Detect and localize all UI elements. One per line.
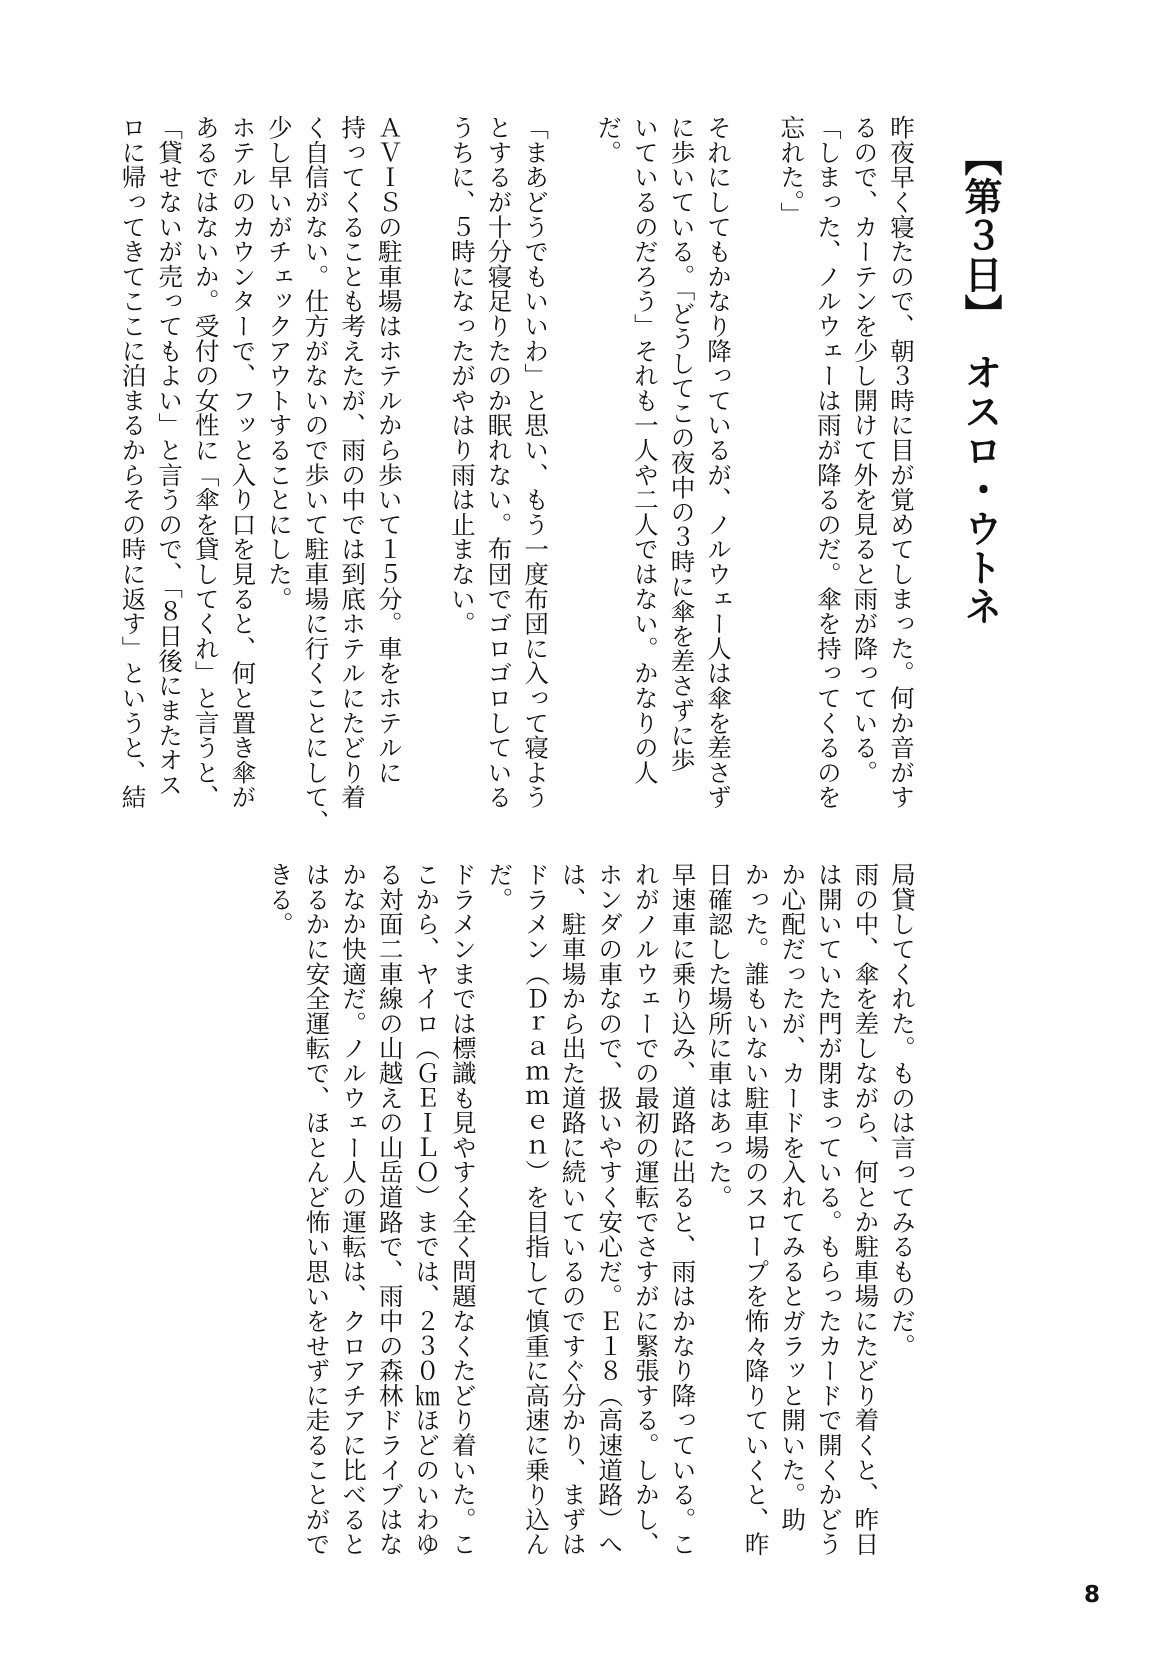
body-text-upper-block: 昨夜早く寝たので、朝３時に目が覚めてしまった。何か音がす るので、カーテンを少し開けて外を見ると雨が降っている。 「しまった、ノルウェーは雨が降るのだ。傘を持ってくるのを 忘れた。」 それにしてもかなり降っているが、ノルウェー人は傘を差さず に歩いている。「どうしてこの夜中の３時に傘を差さずに歩 いているのだろう」それも一人や二人ではない。かなりの人 だ。 「まあどうでもいいわ」と思い、もう一度布団に入って寝よう とするが十分寝足りたのか眠れない。布団でゴロゴロしている うちに、５時になったがやはり雨は止まない。 ＡＶＩＳの駐車場はホテルから歩いて１５分。車をホテルに 持ってくることも考えたが、雨の中では到底ホテルにたどり着 く自信がない。仕方がないので歩いて駐車場に行くことにして、 少し早いがチェックアウトすることにした。 ホテルのカウンターで、フッと入り口を見ると、何と置き傘が あるではないか。受付の女性に「傘を貸してくれ」と言うと、 「貸せないが売ってもよい」と言うので、「８日後にまたオス ロに帰ってきてここに泊まるからその時に返す」というと、結 <box>118 115 916 835</box>
chapter-title: 【第３日】 オスロ・ウトネ <box>958 138 1002 626</box>
body-text-lower-block: 局貸してくれた。ものは言ってみるものだ。 雨の中、傘を差しながら、何とか駐車場にたどり着くと、昨日 は開いていた門が閉まっている。もらったカードで開くかどう か心配だったが、カードを入れてみるとガラッと開いた。助 かった。誰もいない駐車場のスロープを怖々降りていくと、昨 日確認した場所に車はあった。 早速車に乗り込み、道路に出ると、雨はかなり降っている。こ れがノルウェーでの最初の運転でさすがに緊張する。しかし、 ホンダの車なので、扱いやすく安心だ。Ｅ１８（高速道路）へ は、駐車場から出た道路に続いているのですぐ分かり、まずは ドラメン（Ｄｒａｍｍｅｎ）を目指して慎重に高速に乗り込ん だ。 ドラメンまでは標識も見やすく全く問題なくたどり着いた。こ こから、ヤイロ（ＧＥＩＬＯ）までは、２３０㎞ほどのいわゆ る対面二車線の山越えの山岳道路で、雨中の森林ドライブはな かなか快適だ。ノルウェー人の運転は、クロアチアに比べると はるかに安全運転で、ほとんど怖い思いをせずに走ることがで きる。 <box>265 862 917 1557</box>
page-number: 8 <box>1084 1582 1101 1608</box>
